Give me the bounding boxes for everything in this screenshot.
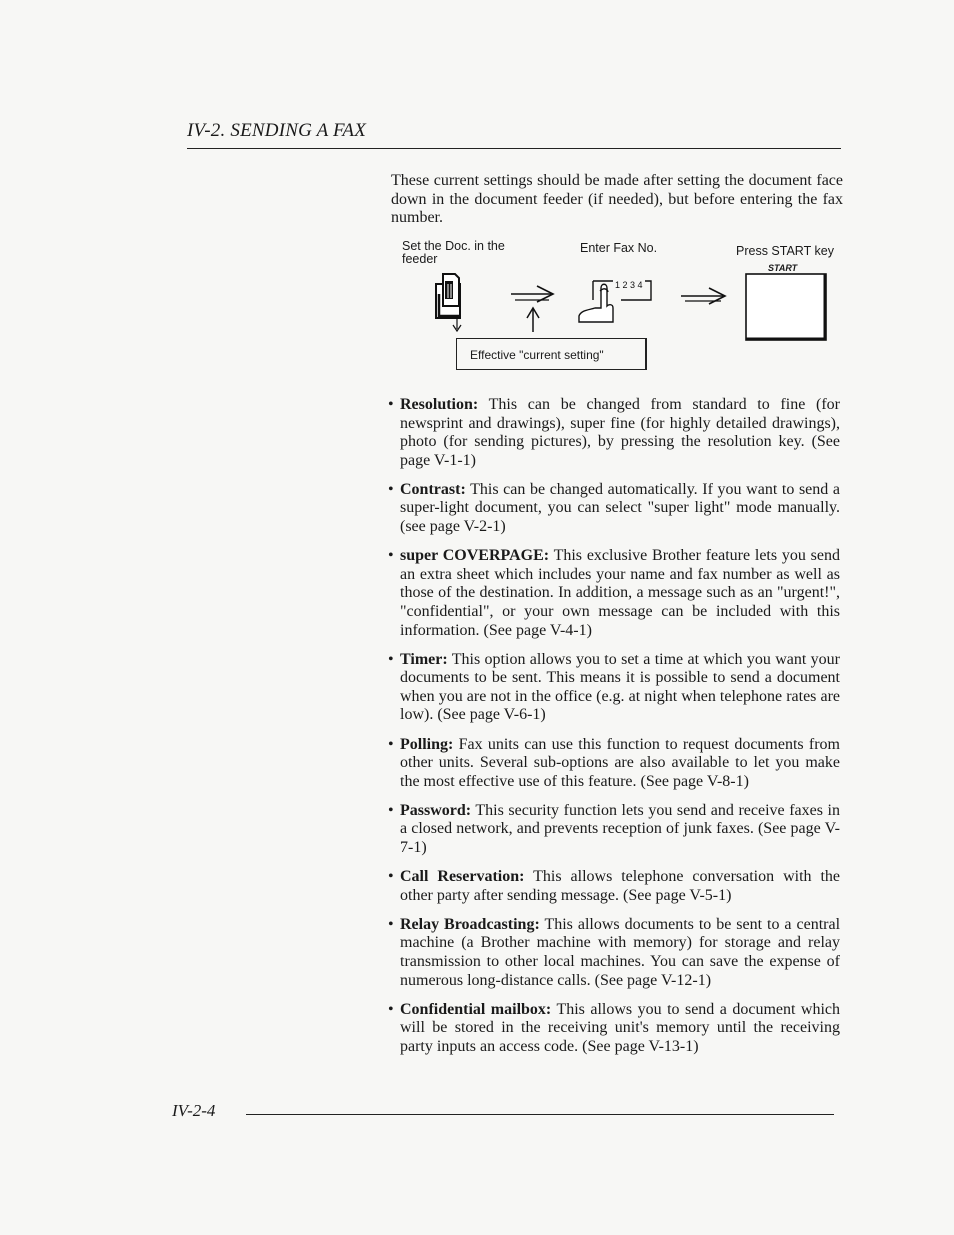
step1-label: Set the Doc. in the feeder [402,239,505,266]
list-item [388,736,840,792]
bullet-dot: • [388,547,394,565]
list-item [388,916,840,990]
feature-term: Resolution: [400,396,479,413]
features-list [388,396,840,1067]
list-item [388,396,840,470]
up-arrow-icon [527,308,539,332]
feature-text: This allows you to send a document which will be stored in the receiving unit's memory until the receiving party inputs an access code. (See page V-13-1) [400,1000,841,1055]
feature-term: Polling: [400,735,454,753]
effective-label: Effective "current setting" [470,348,604,362]
feature-term: super COVERPAGE: [400,547,550,565]
page-header-title: IV-2. SENDING A FAX [187,120,367,141]
feature-term: Relay Broadcasting: [400,915,540,933]
bullet-dot: • [388,735,394,753]
feature-term: Timer: [400,650,448,668]
feature-text: This exclusive Brother feature lets you send an extra sheet which includes your name and fax number as well as those of the destination. In addition, a message such as an "urgent!", "confidential", or your own message can be included with this information. (See page V-4-1) [400,547,840,639]
feature-term: Call Reservation: [400,868,525,886]
feature-term: Contrast: [400,480,466,498]
bullet-dot: • [388,1000,394,1018]
footer-rule [246,1114,834,1115]
list-item [388,481,840,537]
list-item [388,651,840,725]
step3-label: Press START key [736,244,834,258]
header-rule [187,148,841,149]
keypad-digits: 1 2 3 4 [615,280,643,290]
list-item [388,802,840,858]
feature-text: Fax units can use this function to request documents from other units. Several sub-options are also available to let you make the most effective use of this feature. (See page V-8-1) [400,735,840,790]
feature-text: This option allows you to set a time at which you want your documents to be sent. This means it is possible to send a document when you are not in the office (e.g. at night when telephone rates are low). (See page V-6-1) [400,650,840,724]
list-item [388,868,840,905]
feature-text: This allows telephone conversation with the other party after sending message. (See page V-5-1) [400,868,841,904]
document-feeder-icon [436,274,461,331]
feature-term: Password: [400,801,472,819]
fax-procedure-diagram [391,236,851,381]
start-key-caption: START [768,263,798,273]
feature-text: This can be changed automatically. If you want to send a super-light document, you can select "super light" mode manually. (see page V-2-1) [400,480,840,536]
arrow-right-icon [509,286,553,302]
arrow-right-icon [681,288,725,304]
bullet-dot: • [388,868,394,886]
feature-text: This security function lets you send and receive faxes in a closed network, and prevents reception of junk faxes. (See page V-7-1) [400,801,840,856]
start-key-icon [746,274,826,340]
feature-term: Confidential mailbox: [400,1000,552,1018]
bullet-dot: • [388,480,394,498]
page-number: IV-2-4 [172,1101,216,1120]
feature-text: This allows documents to be sent to a central machine (a Brother machine with memory) for storage and relay transmission to other local machines. You can save the expense of numerous long-distance calls. (See page V-12-1) [400,915,841,989]
bullet-dot: • [388,396,394,413]
intro-paragraph: These current settings should be made after setting the document face down in the document feeder (if needed), but before entering the fax number. [391,172,843,226]
effective-current-setting-box [456,338,647,370]
feature-text: This can be changed from standard to fine (for newsprint and drawings), super fine (for highly detailed drawings), photo (for sending pictures), by pressing the resolution key. (See page V-1-1) [400,396,840,469]
bullet-dot: • [388,801,394,819]
step2-label: Enter Fax No. [580,241,658,255]
bullet-dot: • [388,915,394,933]
bullet-dot: • [388,650,394,668]
list-item [388,1001,840,1057]
list-item [388,547,840,640]
